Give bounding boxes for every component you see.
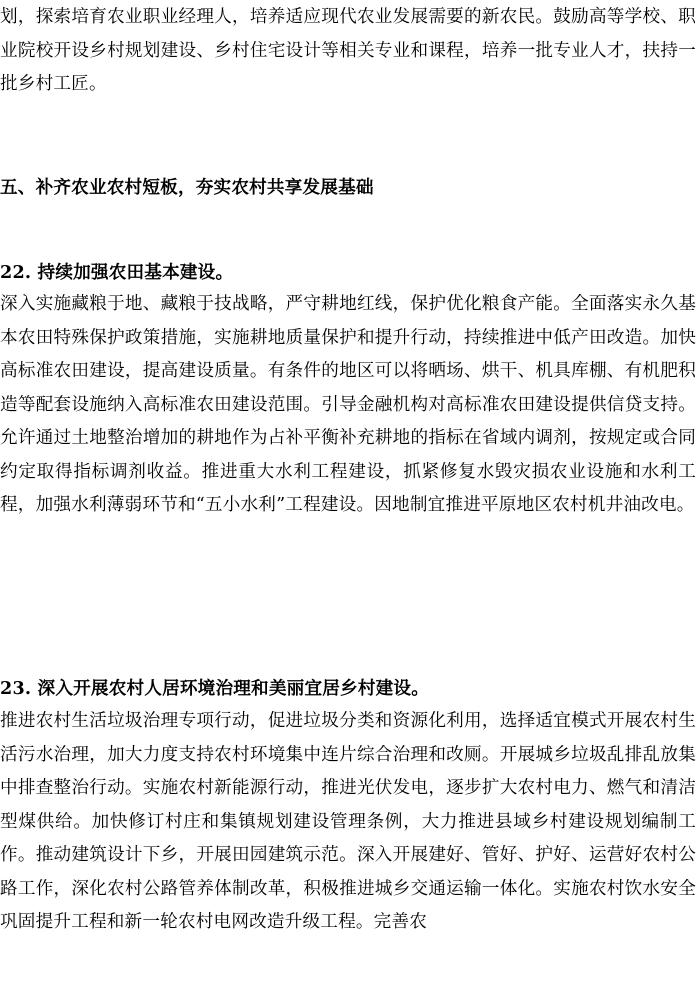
item-23-body: 推进农村生活垃圾治理专项行动，促进垃圾分类和资源化利用，选择适宜模式开展农村生活污水治理，加大力度支持农村环境集中连片综合治理和改厕。开展城乡垃圾乱排乱放集中排查整治行动。实施农村新能源行动，推进光伏发电，逐步扩大农村电力、燃气和清洁型煤供给。加快修订村庄和集镇规划建设管理条例，大力推进县域乡村建设规划编制工作。推动建筑设计下乡，开展田园建筑示范。深入开展建好、管好、护好、运营好农村公路工作，深化农村公路管养体制改革，积极推进城乡交通运输一体化。实施农村饮水安全巩固提升工程和新一轮农村电网改造升级工程。完善农 xyxy=(0,711,696,932)
item-22-body: 深入实施藏粮于地、藏粮于技战略，严守耕地红线，保护优化粮食产能。全面落实永久基本农田特殊保护政策措施，实施耕地质量保护和提升行动，持续推进中低产田改造。加快高标准农田建设，提高建设质量。有条件的地区可以将晒场、烘干、机具库棚、有机肥积造等配套设施纳入高标准农田建设范围。引导金融机构对高标准农田建设提供信贷支持。允许通过土地整治增加的耕地作为占补平衡补充耕地的指标在省域内调剂，按规定或合同约定取得指标调剂收益。推进重大水利工程建设，抓紧修复水毁灾损农业设施和水利工程，加强水利薄弱环节和“五小水利”工程建设。因地制宜推进平原地区农村机井油改电。 xyxy=(0,294,696,515)
item-23-title: 23. 深入开展农村人居环境治理和美丽宜居乡村建设。 xyxy=(0,678,429,699)
section-heading: 五、补齐农业农村短板，夯实农村共享发展基础 xyxy=(0,177,374,198)
item-22-title: 22. 持续加强农田基本建设。 xyxy=(0,262,234,283)
intro-paragraph: 划，探索培育农业职业经理人，培养适应现代农业发展需要的新农民。鼓励高等学校、职业院校开设乡村规划建设、乡村住宅设计等相关专业和课程，培养一批专业人才，扶持一批乡村工匠。 xyxy=(0,7,696,94)
